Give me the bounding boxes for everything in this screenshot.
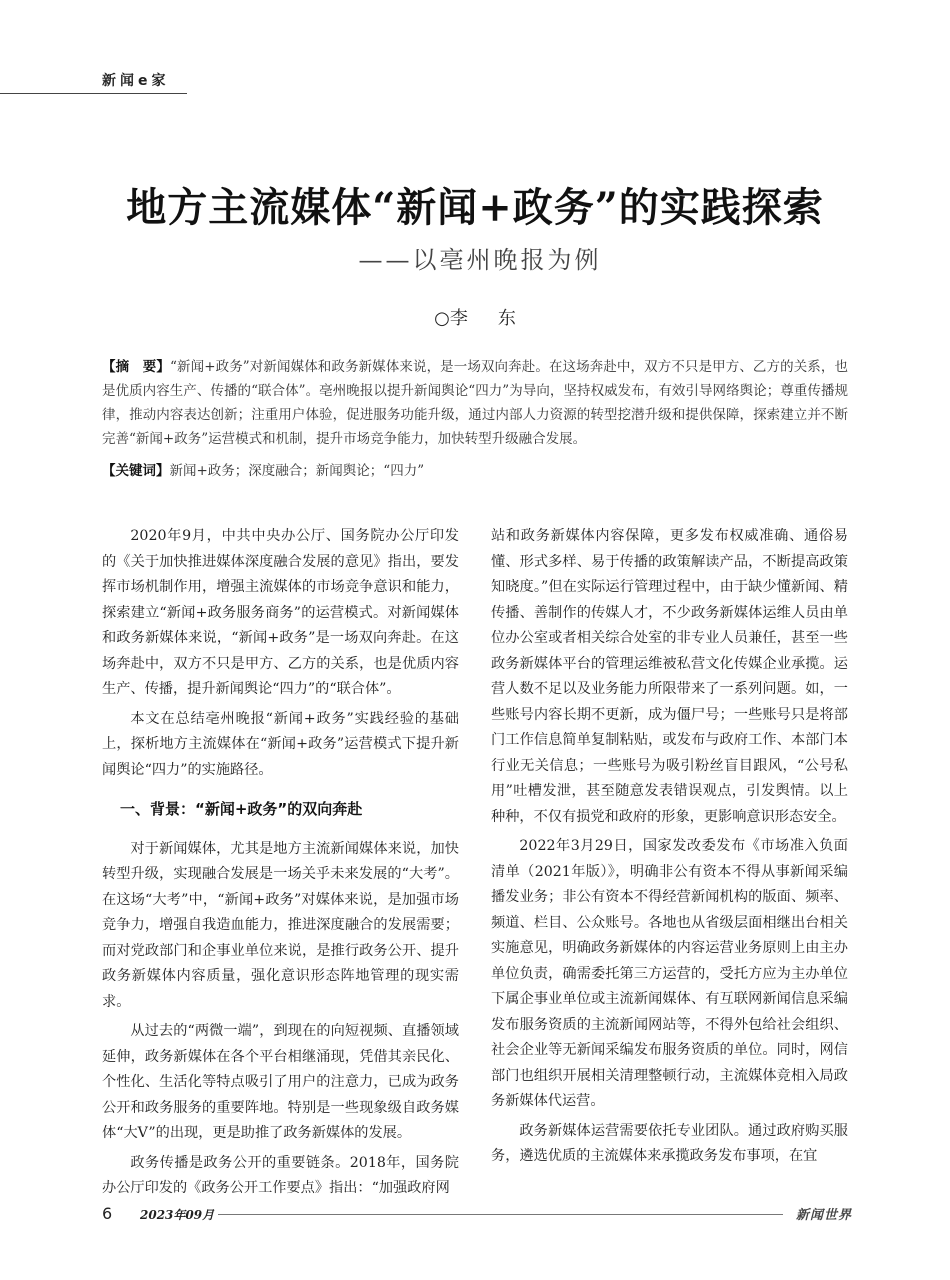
article-subtitle: ——以亳州晚报为例 [358,246,602,274]
left-paragraph-1: 2020年9月，中共中央办公厅、国务院办公厅印发的《关于加快推进媒体深度融合发展的意见》指出，要发挥市场机制作用，增强主流媒体的市场竞争意识和能力，探索建立“新闻+政务服务商务”的运营模式。对新闻媒体和政务新媒体来说，“新闻+政务”是一场双向奔赴。在这场奔赴中，双方不只是甲方、乙方的关系，也是优质内容生产、传播，提升新闻舆论“四力”的“联合体”。 [102,528,459,697]
right-column [491,524,848,1174]
footer-rule [218,1214,783,1215]
issue-date: 2023年09月 [140,1208,215,1222]
author-mark: ○李 [434,308,468,329]
article-title: 地方主流媒体“新闻+政务”的实践探索 [126,184,824,231]
right-paragraph-3: 政务新媒体运营需要依托专业团队。通过政府购买服务，遴选优质的主流媒体来承揽政务发布事项，在宜 [491,1122,848,1164]
right-paragraph-1: 站和政务新媒体内容保障，更多发布权威准确、通俗易懂、形式多样、易于传播的政策解读产品，不断提高政策知晓度。”但在实际运行管理过程中，由于缺少懂新闻、精传播、善制作的传媒人才，不少政务新媒体运维人员由单位办公室或者相关综合处室的非专业人员兼任，甚至一些政务新媒体平台的管理运维被私营文化传媒企业承揽。运营人数不足以及业务能力所限带来了一系列问题。如，一些账号内容长期不更新，成为僵尸号；一些账号只是将部门工作信息简单复制粘贴，或发布与政府工作、本部门本行业无关信息；一些账号为吸引粉丝盲目跟风，“公号私用”吐槽发泄，甚至随意发表错误观点，引发舆情。以上种种，不仅有损党和政府的形象，更影响意识形态安全。 [491,528,848,825]
section-heading-1: 一、背景：“新闻+政务”的双向奔赴 [120,800,363,818]
abstract-text: “新闻+政务”对新闻媒体和政务新媒体来说，是一场双向奔赴。在这场奔赴中，双方不只是甲方、乙方的关系，也是优质内容生产、传播的“联合体”。亳州晚报以提升新闻舆论“四力”为导向，坚持权威发布，有效引导网络舆论；尊重传播规律，推动内容表达创新；注重用户体验，促进服务功能升级，通过内部人力资源的转型挖潜升级和提供保障，探索建立并不断完善“新闻+政务”运营模式和机制，提升市场竞争能力，加快转型升级融合发展。 [102,359,848,447]
keywords-text: 新闻+政务；深度融合；新闻舆论；“四力” [169,463,425,479]
left-column [102,524,459,1206]
keywords-label: 【关键词】 [102,463,170,479]
author-line [0,304,950,330]
abstract [102,355,848,451]
journal-section-label: 新闻e家 [102,73,170,89]
abstract-label: 【摘 要】 [102,359,170,375]
right-paragraph-2: 2022年3月29日，国家发改委发布《市场准入负面清单（2021年版）》，明确非公有资本不得从事新闻采编播发业务；非公有资本不得经营新闻机构的版面、频率、频道、栏目、公众账号。各地也从省级层面相继出台相关实施意见，明确政务新媒体的内容运营业务原则上由主办单位负责，确需委托第三方运营的，受托方应为主办单位下属企事业单位或主流新闻媒体、有互联网新闻信息采编发布服务资质的主流新闻网站等，不得外包给社会组织、社会企业等无新闻采编发布服务资质的单位。同时，网信部门也组织开展相关清理整顿行动，主流媒体竞相入局政务新媒体代运营。 [491,838,848,1109]
left-paragraph-5: 政务传播是政务公开的重要链条。2018年，国务院办公厅印发的《政务公开工作要点》指出：“加强政府网 [102,1154,459,1196]
page-number: 6 [102,1204,113,1223]
author-name: 东 [497,308,516,329]
left-paragraph-3: 对于新闻媒体，尤其是地方主流新闻媒体来说，加快转型升级，实现融合发展是一场关乎未来发展的“大考”。在这场“大考”中，“新闻+政务”对媒体来说，是加强市场竞争力，增强自我造血能力，推进深度融合的发展需要；而对党政部门和企事业单位来说，是推行政务公开、提升政务新媒体内容质量，强化意识形态阵地管理的现实需求。 [102,840,459,1010]
journal-logo: 新闻世界 [796,1208,853,1223]
left-paragraph-2: 本文在总结亳州晚报“新闻+政务”实践经验的基础上，探析地方主流媒体在“新闻+政务”运营模式下提升新闻舆论“四力”的实施路径。 [102,710,459,778]
header-rule [0,93,187,94]
left-paragraph-4: 从过去的“两微一端”，到现在的向短视频、直播领域延伸，政务新媒体在各个平台相继涌现，凭借其亲民化、个性化、生活化等特点吸引了用户的注意力，已成为政务公开和政务服务的重要阵地。特别是一些现象级自政务媒体“大V”的出现，更是助推了政务新媒体的发展。 [102,1023,459,1141]
keywords [102,459,848,483]
